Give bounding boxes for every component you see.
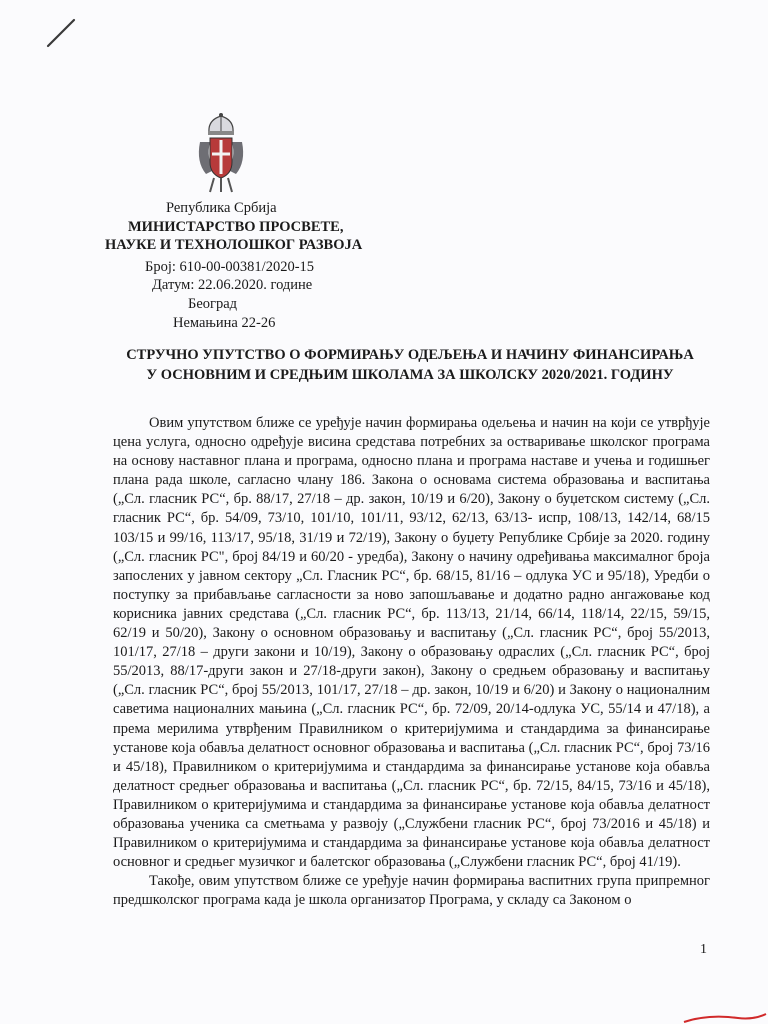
stamp-fragment-icon — [678, 1010, 768, 1024]
paragraph-2: Такође, овим упутством ближе се уређује начин формирања васпитних група припремног предшколског програма када је школа организатор Програма, у складу са Законом о — [113, 873, 710, 909]
pen-stroke-icon — [44, 16, 78, 50]
ministry-name-line2: НАУКЕ И ТЕХНОЛОШКОГ РАЗВОЈА — [105, 237, 363, 253]
page-number: 1 — [700, 942, 707, 957]
document-body — [113, 414, 710, 910]
document-number: Број: 610-00-00381/2020-15 — [145, 259, 315, 275]
document-date: Датум: 22.06.2020. године — [152, 277, 313, 293]
republic-name: Република Србија — [166, 200, 277, 216]
ministry-name-line1: МИНИСТАРСТВО ПРОСВЕТЕ, — [128, 219, 344, 235]
document-title — [100, 345, 720, 385]
serbian-coat-of-arms-icon — [196, 112, 246, 194]
title-line2: У ОСНОВНИМ И СРЕДЊИМ ШКОЛАМА ЗА ШКОЛСКУ 2020/2021. ГОДИНУ — [146, 367, 674, 383]
city: Београд — [188, 296, 238, 312]
address: Немањина 22-26 — [173, 315, 276, 331]
paragraph-1: Овим упутством ближе се уређује начин формирања одељења и начин на који се утврђује цена услуга, односно одређује висина средстава потребних за остваривање школског програма на основу наставног плана и програма, односно плана и програма наставе и учења и годишњег плана рада школе, сагласно члану 186. Закона о основама система образовања и васпитања („Сл. гласник РС“, бр. 88/17, 27/18 – др. закон, 10/19 и 6/20), Закону о буџетском систему („Сл. гласник РС“, бр. 54/09, 73/10, 101/10, 101/11, 93/12, 62/13, 63/13- испр, 108/13, 142/14, 68/15 103/15 и 99/16, 113/17, 95/18, 31/19 и 72/19), Закону о буџету Републике Србије за 2020. годину („Сл. гласник РС", број 84/19 и 60/20 - уредба), Закону о начину одређивања максималног броја запослених у јавном сектору „Сл. Гласник РС“, бр. 68/15, 81/16 – одлука УС и 95/18), Уредби о поступку за прибављање сагласности за ново запошљавање и додатно радно ангажовање код корисника јавних средстава („Сл. гласник РС“, бр. 113/13, 21/14, 66/14, 118/14, 22/15, 59/15, 62/19 и 50/20), Закону о основном образовању и васпитању („Сл. гласник РС“, број 55/2013, 101/17, 27/18 – други закони и 10/19), Закону о образовању одраслих („Сл. гласник РС“, број 55/2013, 88/17-други закон и 27/18-други закон), Закону о средњем образовању и васпитању („Сл. гласник РС“, број 55/2013, 101/17, 27/18 – др. закон, 10/19 и 6/20) и Закону о националним саветима националних мањина („Сл. гласник РС“, бр. 72/09, 20/14-одлука УС, 55/14 и 47/18), а према мерилима утврђеним Правилником о критеријумима и стандардима за финансирање установе која обавља делатност основног образовања и васпитања („Сл. гласник РС“, број 73/16 и 45/18), Правилником о критеријумима и стандардима за финансирање установе која обавља делатност средњег образовања и васпитања („Сл. гласник РС“, бр. 72/15, 84/15, 73/16 и 45/18), Правилником о критеријумима и стандардима за финансирање установе која обавља делатност образовања ученика са сметњама у развоју („Службени гласник РС“, број 73/2016 и 45/18) и Правилником о критеријумима и стандардима за финансирање установе која обавља делатност основног и средњег музичког и балетског образовања („Службени гласник РС“, број 41/19). — [113, 415, 710, 871]
title-line1: СТРУЧНО УПУТСТВО О ФОРМИРАЊУ ОДЕЉЕЊА И НАЧИНУ ФИНАНСИРАЊА — [126, 347, 694, 363]
